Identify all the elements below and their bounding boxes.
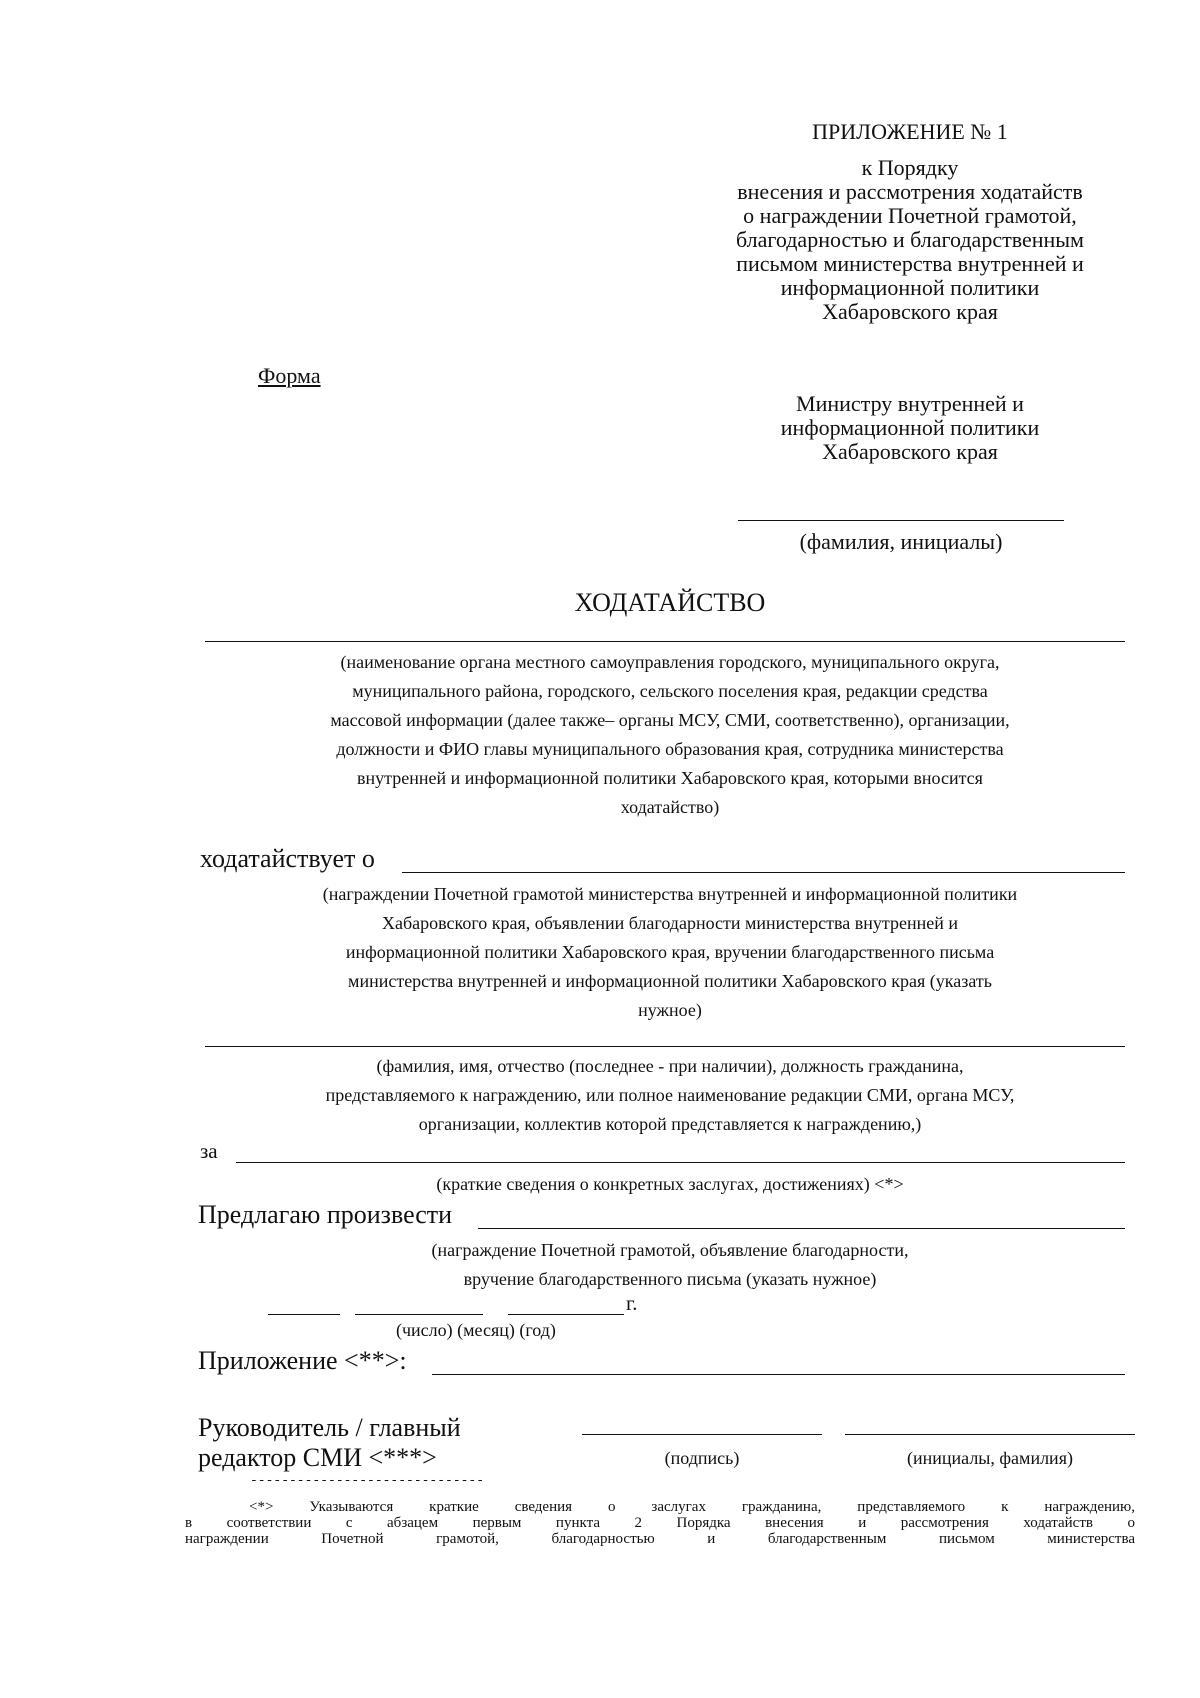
signer-name-line[interactable] bbox=[845, 1434, 1135, 1435]
caption-line: массовой информации (далее также– органы МСУ, СМИ, соответственно), организации, bbox=[330, 710, 1010, 730]
caption-line: информационной политики Хабаровского края, вручении благодарственного письма bbox=[345, 942, 995, 962]
appendix-title: ПРИЛОЖЕНИЕ № 1 bbox=[812, 119, 1008, 144]
date-month-line[interactable] bbox=[355, 1314, 483, 1315]
appendix-line: к Порядку bbox=[861, 155, 959, 180]
footnote-line: награждении Почетной грамотой, благодарностью и благодарственным письмом министерства bbox=[185, 1531, 1135, 1547]
caption-line: (награждение Почетной грамотой, объявление благодарности, bbox=[431, 1240, 909, 1260]
document-title-text: ХОДАТАЙСТВО bbox=[574, 588, 766, 617]
recipient-name-line[interactable] bbox=[738, 520, 1064, 521]
recipient-line: Министру внутренней и bbox=[796, 391, 1024, 416]
caption-line: министерства внутренней и информационной политики Хабаровского края (указать bbox=[348, 971, 992, 991]
caption-line: (фамилия, имя, отчество (последнее - при наличии), должность гражданина, bbox=[376, 1056, 964, 1076]
attachment-label: Приложение <**>: bbox=[198, 1346, 407, 1375]
caption-line: организации, коллектив которой представляется к награждению,) bbox=[418, 1114, 922, 1134]
caption-line: (награждении Почетной грамотой министерства внутренней и информационной политики bbox=[322, 884, 1018, 904]
recipient-line: информационной политики bbox=[780, 415, 1040, 440]
caption-line: Хабаровского края, объявлении благодарности министерства внутренней и bbox=[381, 913, 958, 933]
attachment-field-line[interactable] bbox=[432, 1374, 1125, 1375]
person-field-line[interactable] bbox=[205, 1046, 1125, 1047]
form-label: Форма bbox=[258, 363, 321, 388]
footnote-line: в соответствии с абзацем первым пункта 2 Порядка внесения и рассмотрения ходатайств о bbox=[185, 1515, 1135, 1531]
caption-line: (наименование органа местного самоуправления городского, муниципального округа, bbox=[340, 652, 1000, 672]
date-year-line[interactable] bbox=[508, 1314, 624, 1315]
caption-line: ходатайство) bbox=[620, 797, 720, 817]
footnote-line: <*> Указываются краткие сведения о заслугах гражданина, представляемого к награждению, bbox=[249, 1499, 1135, 1515]
caption-line: вручение благодарственного письма (указать нужное) bbox=[463, 1269, 877, 1289]
appendix-line: Хабаровского края bbox=[822, 299, 998, 324]
caption-line: представляемого к награждению, или полное наименование редакции СМИ, органа МСУ, bbox=[325, 1085, 1015, 1105]
for-field-line[interactable] bbox=[236, 1162, 1125, 1163]
caption-line: должности и ФИО главы муниципального образования края, сотрудника министерства bbox=[336, 739, 1004, 759]
caption-line: внутренней и информационной политики Хабаровского края, которыми вносится bbox=[357, 768, 983, 788]
recipient-name-caption: (фамилия, инициалы) bbox=[799, 529, 1003, 554]
appendix-line: информационной политики bbox=[780, 275, 1040, 300]
signer-name-caption: (инициалы, фамилия) bbox=[907, 1448, 1073, 1468]
for-label: за bbox=[200, 1139, 218, 1163]
date-caption: (число) (месяц) (год) bbox=[396, 1320, 556, 1340]
petition-field-line[interactable] bbox=[402, 872, 1125, 873]
recipient-line: Хабаровского края bbox=[822, 439, 998, 464]
propose-field-line[interactable] bbox=[478, 1228, 1125, 1229]
petition-label: ходатайствует о bbox=[200, 844, 375, 873]
caption-line: муниципального района, городского, сельского поселения края, редакции средства bbox=[352, 681, 988, 701]
appendix-line: письмом министерства внутренней и bbox=[736, 251, 1084, 276]
for-caption: (краткие сведения о конкретных заслугах, достижениях) <*> bbox=[436, 1174, 904, 1194]
appendix-line: о награждении Почетной грамотой, bbox=[743, 203, 1077, 228]
signature-caption: (подпись) bbox=[664, 1448, 740, 1468]
organization-field-line[interactable] bbox=[205, 641, 1125, 642]
date-suffix: г. bbox=[626, 1291, 638, 1315]
date-day-line[interactable] bbox=[268, 1314, 340, 1315]
document-title bbox=[0, 588, 1200, 618]
signature-line[interactable] bbox=[582, 1434, 822, 1435]
propose-label: Предлагаю произвести bbox=[198, 1200, 453, 1229]
footnote-separator: ------------------------------ bbox=[250, 1473, 485, 1488]
caption-line: нужное) bbox=[638, 1000, 702, 1020]
signer-role-line: редактор СМИ <***> bbox=[198, 1443, 437, 1472]
appendix-line: внесения и рассмотрения ходатайств bbox=[737, 179, 1083, 204]
signer-role-line: Руководитель / главный bbox=[198, 1413, 461, 1442]
appendix-line: благодарностью и благодарственным bbox=[736, 227, 1084, 252]
